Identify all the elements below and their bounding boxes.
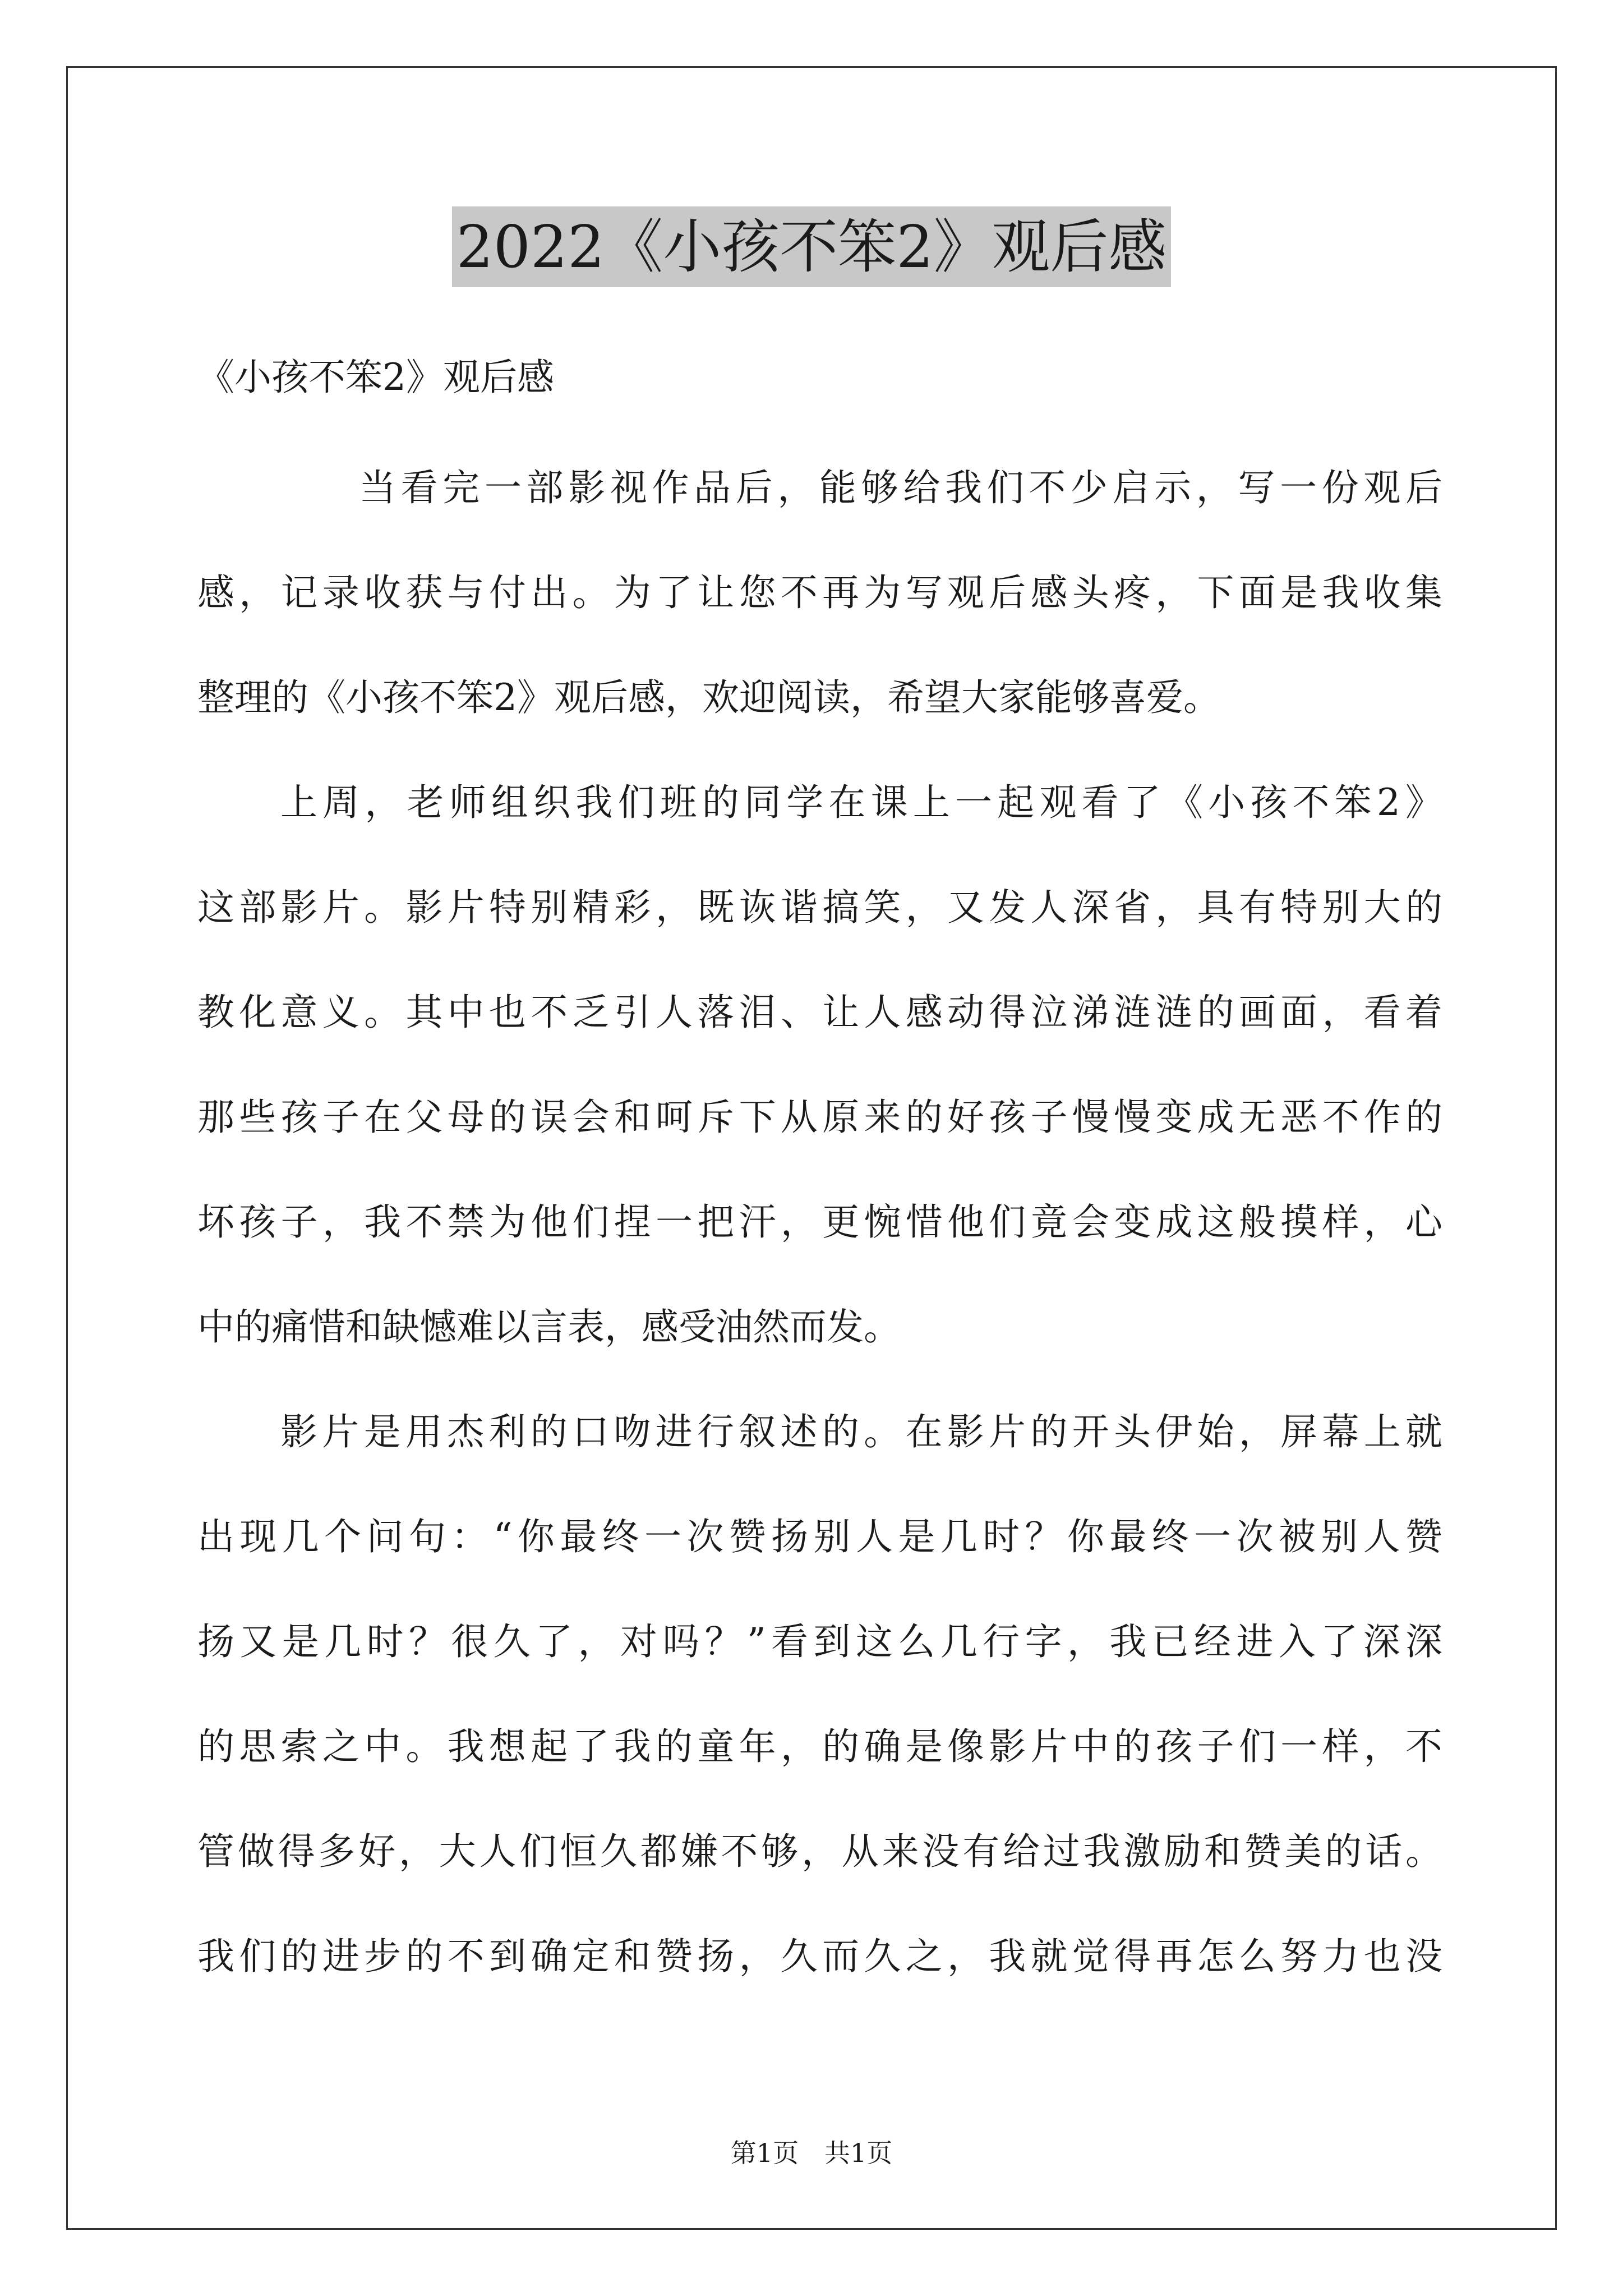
body-line: 的思索之中。我想起了我的童年，的确是像影片中的孩子们一样，不 [197,1725,1442,1768]
body-line: 出现几个问句：“你最终一次赞扬别人是几时？你最终一次被别人赞 [197,1515,1442,1558]
page-number-footer: 第1页 共1页 [730,2138,893,2168]
body-line: 管做得多好，大人们恒久都嫌不够，从来没有给过我激励和赞美的话。 [197,1830,1442,1873]
body-line: 那些孩子在父母的误会和呵斥下从原来的好孩子慢慢变成无恶不作的 [197,1096,1442,1139]
body-line: 当看完一部影视作品后，能够给我们不少启示，写一份观后 [359,466,1442,509]
body-line: 我们的进步的不到确定和赞扬，久而久之，我就觉得再怎么努力也没 [197,1935,1442,1978]
body-line: 感，记录收获与付出。为了让您不再为写观后感头疼，下面是我收集 [197,571,1442,614]
document-subtitle: 《小孩不笨2》观后感 [197,356,554,399]
body-line: 上周，老师组织我们班的同学在课上一起观看了《小孩不笨2》 [280,781,1442,824]
title-container [0,206,1623,287]
body-line: 中的痛惜和缺憾难以言表，感受油然而发。 [197,1305,901,1349]
body-line: 坏孩子，我不禁为他们捏一把汗，更惋惜他们竟会变成这般摸样，心 [197,1200,1442,1244]
document-title: 2022《小孩不笨2》观后感 [452,206,1172,287]
body-line: 这部影片。影片特别精彩，既诙谐搞笑，又发人深省，具有特别大的 [197,886,1442,929]
body-line: 教化意义。其中也不乏引人落泪、让人感动得泣涕涟涟的画面，看着 [197,991,1442,1034]
body-line: 整理的《小孩不笨2》观后感，欢迎阅读，希望大家能够喜爱。 [197,676,1220,719]
body-line: 影片是用杰利的口吻进行叙述的。在影片的开头伊始，屏幕上就 [280,1410,1442,1453]
body-line: 扬又是几时？很久了，对吗？”看到这么几行字，我已经进入了深深 [197,1620,1442,1663]
